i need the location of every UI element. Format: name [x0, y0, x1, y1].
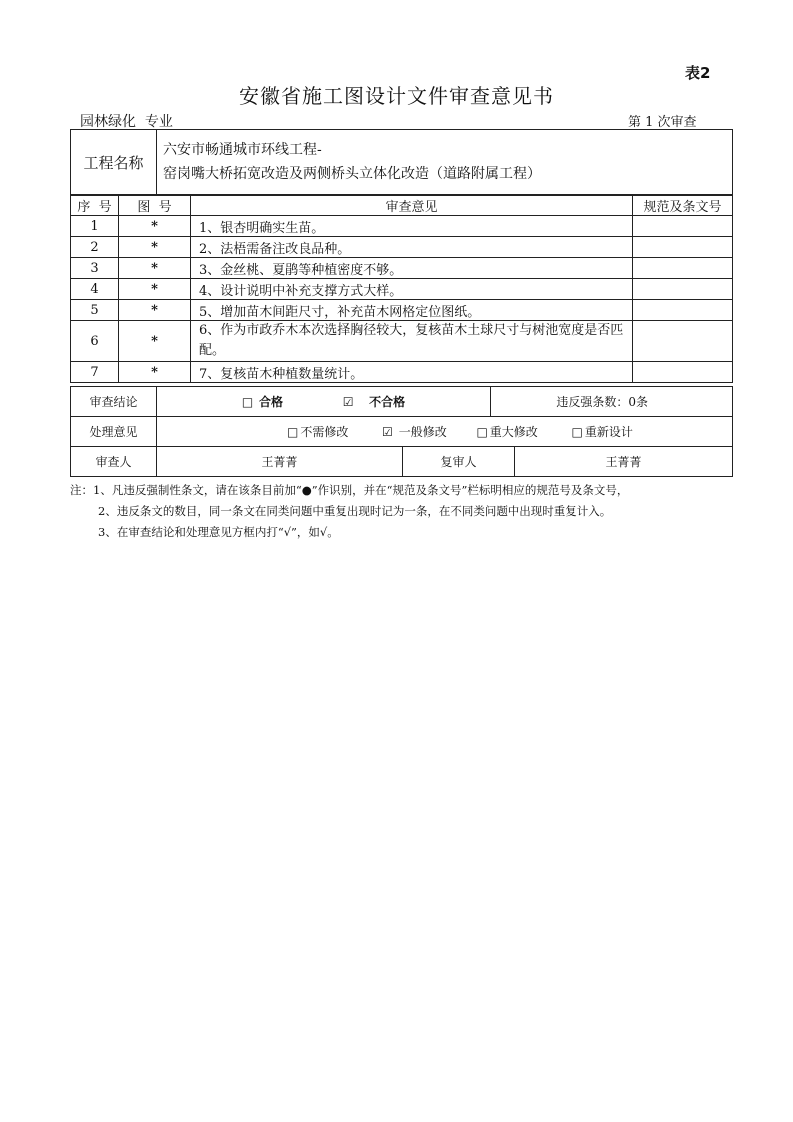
row-code: [633, 300, 733, 321]
option-no-change[interactable]: [287, 425, 352, 439]
row-seq: 3: [71, 258, 119, 279]
project-name-line1: 六安市畅通城市环线工程-: [163, 142, 322, 158]
checkbox[interactable]: □: [571, 425, 583, 439]
row-drawing: *: [119, 300, 191, 321]
conclusion-options: [157, 387, 491, 417]
project-row: [71, 130, 733, 195]
reviewer-name: 王菁菁: [157, 447, 403, 477]
conclusion-label: 审查结论: [71, 387, 157, 417]
pass-checkbox[interactable]: □: [241, 395, 254, 409]
col-opinion-header: 审查意见: [191, 196, 633, 216]
row-opinion: 4、设计说明中补充支撑方式大样。: [191, 279, 633, 300]
project-name-line2: 窑岗嘴大桥拓宽改造及两侧桥头立体化改造（道路附属工程）: [163, 166, 541, 182]
row-drawing: *: [119, 362, 191, 383]
note-3: 3、在审查结论和处理意见方框内打“√”，如√。: [98, 525, 339, 539]
handling-row: [71, 417, 733, 447]
row-seq: 1: [71, 216, 119, 237]
table-row: [71, 300, 733, 321]
notes: [70, 480, 750, 543]
option-general-change[interactable]: [382, 425, 451, 439]
row-opinion: 1、银杏明确实生苗。: [191, 216, 633, 237]
opinions-table: [70, 195, 733, 383]
table-number: 表2: [685, 64, 711, 82]
row-opinion: 6、作为市政乔木本次选择胸径较大，复核苗木土球尺寸与树池宽度是否匹配。: [191, 321, 633, 362]
row-code: [633, 216, 733, 237]
row-drawing: *: [119, 321, 191, 362]
col-seq-header: 序 号: [71, 196, 119, 216]
row-seq: 7: [71, 362, 119, 383]
row-drawing: *: [119, 216, 191, 237]
table-row: [71, 279, 733, 300]
reviewer-row: [71, 447, 733, 477]
col-code-header: 规范及条文号: [633, 196, 733, 216]
violations-count: 违反强条数：0条: [491, 387, 733, 417]
checkbox[interactable]: □: [287, 425, 299, 439]
handling-label: 处理意见: [71, 417, 157, 447]
row-drawing: *: [119, 237, 191, 258]
table-row: [71, 321, 733, 362]
pass-label: 合格: [259, 395, 284, 409]
row-seq: 5: [71, 300, 119, 321]
table-row: [71, 216, 733, 237]
note-1: 注：1、凡违反强制性条文，请在该条目前加“●”作识别，并在“规范及条文号”栏标明相应的规范号及条文号，: [70, 483, 629, 497]
option-label: 不需修改: [300, 425, 349, 439]
handling-options: [157, 417, 733, 447]
row-code: [633, 321, 733, 362]
rechecker-name: 王菁菁: [515, 447, 733, 477]
table-row: [71, 237, 733, 258]
fail-checkbox[interactable]: ☑: [342, 395, 354, 409]
row-opinion: 3、金丝桃、夏鹃等种植密度不够。: [191, 258, 633, 279]
row-seq: 2: [71, 237, 119, 258]
review-table: [70, 129, 733, 195]
note-2: 2、违反条文的数目，同一条文在同类问题中重复出现时记为一条，在不同类问题中出现时重复计入。: [98, 504, 612, 518]
fail-label: 不合格: [369, 395, 406, 409]
row-seq: 4: [71, 279, 119, 300]
option-major-change[interactable]: [476, 425, 541, 439]
review-round: 第 1 次审查: [628, 115, 697, 130]
rechecker-label: 复审人: [403, 447, 515, 477]
row-seq: 6: [71, 321, 119, 362]
table-header-row: [71, 196, 733, 216]
project-name: [157, 130, 733, 195]
row-code: [633, 362, 733, 383]
reviewer-label: 审查人: [71, 447, 157, 477]
table-row: [71, 258, 733, 279]
project-label: 工程名称: [71, 130, 157, 195]
checkbox[interactable]: □: [476, 425, 488, 439]
reviewer-table: [70, 446, 733, 477]
row-code: [633, 237, 733, 258]
row-drawing: *: [119, 279, 191, 300]
checkbox[interactable]: ☑: [382, 425, 393, 439]
col-drawing-header: 图 号: [119, 196, 191, 216]
row-opinion: 7、复核苗木种植数量统计。: [191, 362, 633, 383]
option-label: 重新设计: [584, 425, 633, 439]
row-code: [633, 258, 733, 279]
option-label: 重大修改: [489, 425, 538, 439]
row-opinion: 2、法梧需备注改良品种。: [191, 237, 633, 258]
conclusion-row: [71, 387, 733, 417]
conclusion-table: [70, 386, 733, 447]
row-drawing: *: [119, 258, 191, 279]
major-label: 园林绿化 专业: [80, 114, 173, 130]
option-label: 一般修改: [398, 425, 447, 439]
row-code: [633, 279, 733, 300]
row-opinion: 5、增加苗木间距尺寸，补充苗木网格定位图纸。: [191, 300, 633, 321]
option-redesign[interactable]: [571, 425, 632, 439]
document-title: 安徽省施工图设计文件审查意见书: [239, 84, 554, 108]
table-row: [71, 362, 733, 383]
